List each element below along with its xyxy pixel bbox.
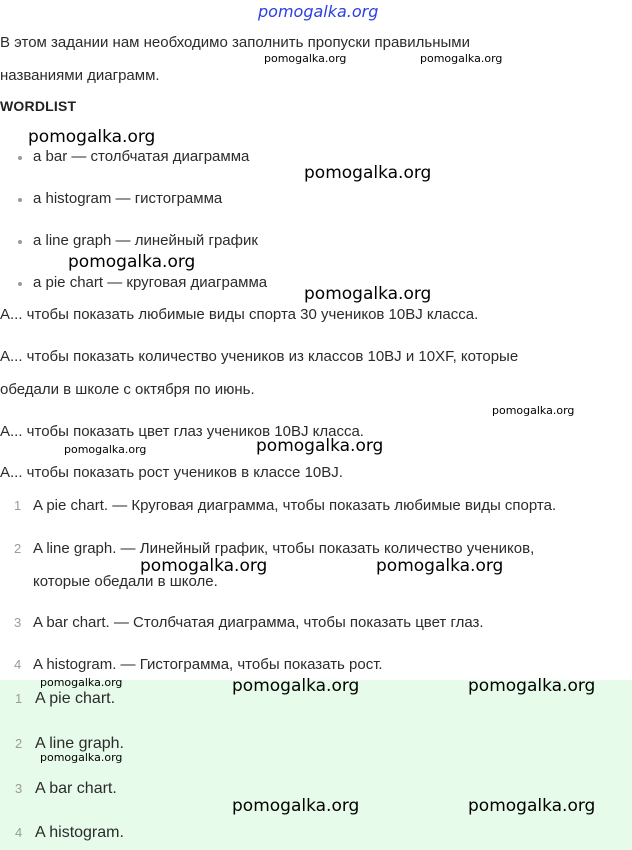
watermark: pomogalka.org <box>376 556 504 576</box>
list-number: 2 <box>15 736 23 751</box>
task-2-line-1: A... чтобы показать количество учеников из классов 10BJ и 10XF, которые <box>0 348 519 365</box>
watermark: pomogalka.org <box>40 751 123 764</box>
list-number: 4 <box>14 657 22 672</box>
task-4: A... чтобы показать рост учеников в классе 10BJ. <box>0 464 343 481</box>
explanation-text-continued: которые обедали в школе. <box>33 573 218 590</box>
list-number: 1 <box>15 691 23 706</box>
task-2-line-2: обедали в школе с октября по июнь. <box>0 381 255 398</box>
watermark: pomogalka.org <box>68 252 196 272</box>
wordlist-item: a pie chart — круговая диаграмма <box>33 274 268 291</box>
list-number: 1 <box>14 498 22 513</box>
watermark: pomogalka.org <box>304 284 432 304</box>
task-1: A... чтобы показать любимые виды спорта 30 учеников 10BJ класса. <box>0 306 479 323</box>
explanation-text: A bar chart. — Столбчатая диаграмма, чтобы показать цвет глаз. <box>33 614 484 631</box>
watermark: pomogalka.org <box>304 163 432 183</box>
watermark: pomogalka.org <box>256 436 384 456</box>
answer-text: A bar chart. <box>35 780 117 797</box>
list-number: 3 <box>14 615 22 630</box>
watermark: pomogalka.org <box>28 127 156 147</box>
list-number: 2 <box>14 541 22 556</box>
watermark: pomogalka.org <box>64 443 147 456</box>
explanation-text: A pie chart. — Круговая диаграмма, чтобы показать любимые виды спорта. <box>33 497 557 514</box>
watermark: pomogalka.org <box>232 676 360 696</box>
intro-line-2: названиями диаграмм. <box>0 67 160 84</box>
wordlist-item: a line graph — линейный график <box>33 232 258 249</box>
answer-text: A pie chart. <box>35 690 116 707</box>
answer-text: A histogram. <box>35 824 124 841</box>
watermark: pomogalka.org <box>232 796 360 816</box>
answer-box <box>0 680 632 850</box>
task-3: A... чтобы показать цвет глаз учеников 10BJ класса. <box>0 423 364 440</box>
intro-line-1: В этом задании нам необходимо заполнить пропуски правильными <box>0 34 470 51</box>
list-number: 3 <box>15 781 23 796</box>
watermark: pomogalka.org <box>468 676 596 696</box>
wordlist-item: a histogram — гистограмма <box>33 190 223 207</box>
wordlist-item: a bar — столбчатая диаграмма <box>33 148 250 165</box>
watermark: pomogalka.org <box>140 556 268 576</box>
watermark-top: pomogalka.org <box>258 2 379 21</box>
watermark: pomogalka.org <box>40 676 123 689</box>
list-number: 4 <box>15 825 23 840</box>
watermark: pomogalka.org <box>264 52 347 65</box>
watermark: pomogalka.org <box>468 796 596 816</box>
wordlist-heading: WORDLIST <box>0 98 77 114</box>
explanation-text: A histogram. — Гистограмма, чтобы показать рост. <box>33 656 383 673</box>
explanation-text: A line graph. — Линейный график, чтобы показать количество учеников, <box>33 540 535 557</box>
watermark: pomogalka.org <box>420 52 503 65</box>
watermark: pomogalka.org <box>492 404 575 417</box>
answer-text: A line graph. <box>35 735 124 752</box>
